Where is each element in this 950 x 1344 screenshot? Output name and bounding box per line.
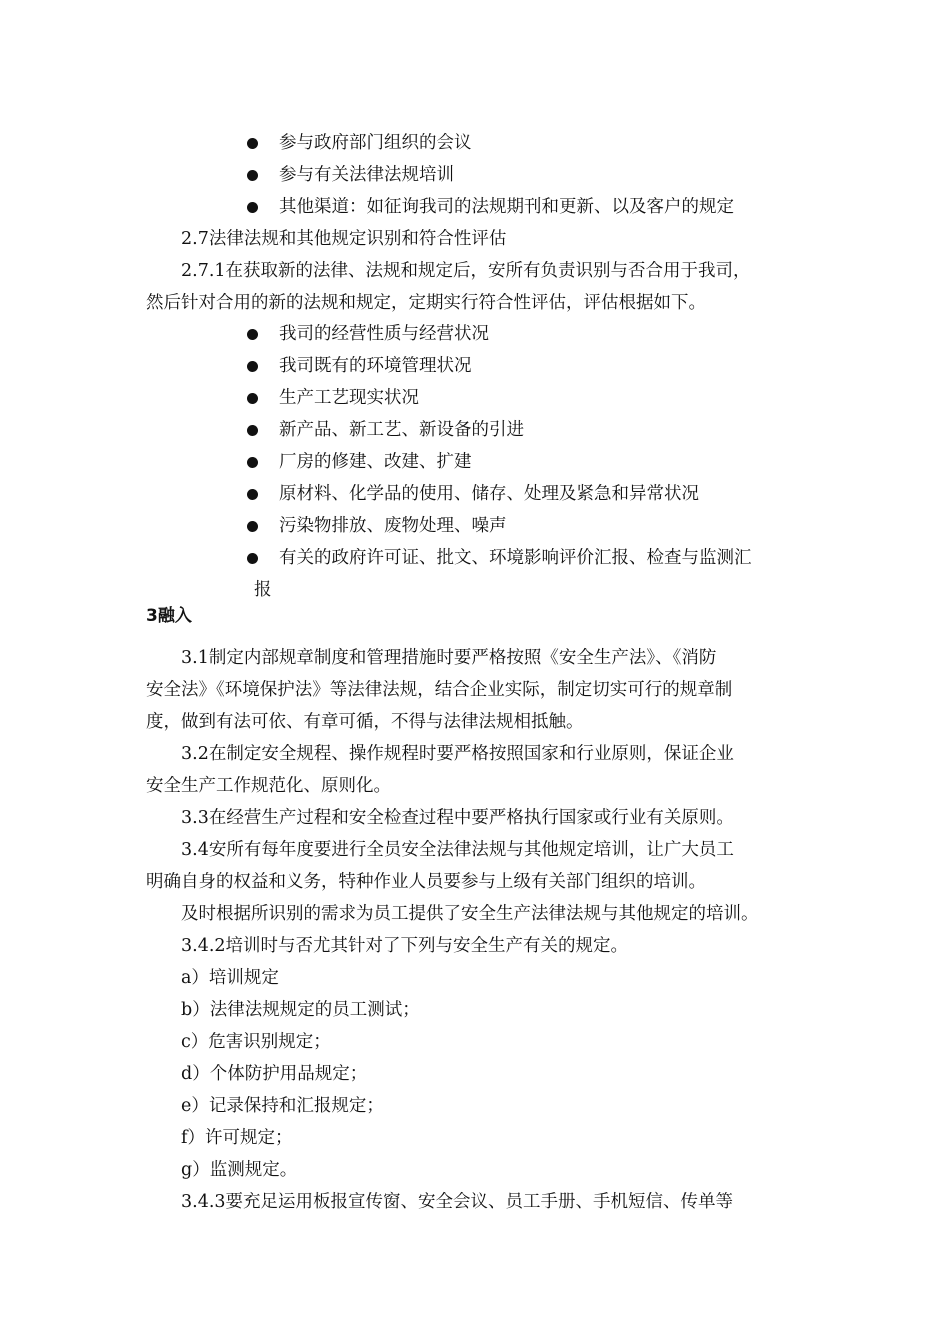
bullet-icon [247, 521, 258, 532]
bullet-item: 我司的经营性质与经营状况 [279, 324, 489, 344]
list-item: g）监测规定。 [181, 1160, 298, 1180]
paragraph-line: 安全生产工作规范化、原则化。 [146, 776, 391, 796]
paragraph-line: 安全法》《环境保护法》等法律法规，结合企业实际，制定切实可行的规章制 [146, 680, 733, 700]
bullet-item: 厂房的修建、改建、扩建 [279, 452, 472, 472]
list-item: f）许可规定； [181, 1128, 293, 1148]
bullet-icon [247, 489, 258, 500]
paragraph-line: 然后针对合用的新的法规和规定，定期实行符合性评估，评估根据如下。 [146, 293, 706, 313]
bullet-icon [247, 393, 258, 404]
section-title: 2.7法律法规和其他规定识别和符合性评估 [181, 229, 507, 249]
paragraph-line: 3.4.2培训时与否尤其针对了下列与安全生产有关的规定。 [181, 936, 629, 956]
bullet-icon [247, 457, 258, 468]
list-item: d）个体防护用品规定； [181, 1064, 368, 1084]
list-item: e）记录保持和汇报规定； [181, 1096, 384, 1116]
list-item: b）法律法规规定的员工测试； [181, 1000, 420, 1020]
section-heading: 3融入 [146, 606, 192, 626]
bullet-icon [247, 138, 258, 149]
bullet-item: 有关的政府许可证、批文、环境影响评价汇报、检查与监测汇 [279, 548, 752, 568]
paragraph-line: 及时根据所识别的需求为员工提供了安全生产法律法规与其他规定的培训。 [181, 904, 759, 924]
bullet-icon [247, 170, 258, 181]
bullet-item: 我司既有的环境管理状况 [279, 356, 472, 376]
paragraph-line: 度，做到有法可依、有章可循，不得与法律法规相抵触。 [146, 712, 584, 732]
bullet-item: 其他渠道：如征询我司的法规期刊和更新、以及客户的规定 [279, 197, 734, 217]
bullet-icon [247, 425, 258, 436]
paragraph-line: 3.3在经营生产过程和安全检查过程中要严格执行国家或行业有关原则。 [181, 808, 734, 828]
bullet-item: 生产工艺现实状况 [279, 388, 419, 408]
bullet-item: 新产品、新工艺、新设备的引进 [279, 420, 524, 440]
bullet-item-continuation: 报 [254, 580, 272, 600]
paragraph-line: 3.2在制定安全规程、操作规程时要严格按照国家和行业原则，保证企业 [181, 744, 734, 764]
list-item: a）培训规定 [181, 968, 279, 988]
bullet-item: 原材料、化学品的使用、储存、处理及紧急和异常状况 [279, 484, 699, 504]
bullet-item: 参与政府部门组织的会议 [279, 133, 472, 153]
bullet-icon [247, 329, 258, 340]
paragraph-line: 3.4.3要充足运用板报宣传窗、安全会议、员工手册、手机短信、传单等 [181, 1192, 734, 1212]
bullet-item: 参与有关法律法规培训 [279, 165, 454, 185]
paragraph-line: 2.7.1在获取新的法律、法规和规定后，安所有负责识别与否合用于我司， [181, 261, 751, 281]
paragraph-line: 明确自身的权益和义务，特种作业人员要参与上级有关部门组织的培训。 [146, 872, 706, 892]
list-item: c）危害识别规定； [181, 1032, 331, 1052]
bullet-icon [247, 553, 258, 564]
bullet-icon [247, 202, 258, 213]
bullet-icon [247, 361, 258, 372]
paragraph-line: 3.1制定内部规章制度和管理措施时要严格按照《安全生产法》、《消防 [181, 648, 717, 668]
paragraph-line: 3.4安所有每年度要进行全员安全法律法规与其他规定培训，让广大员工 [181, 840, 734, 860]
bullet-item: 污染物排放、废物处理、噪声 [279, 516, 507, 536]
